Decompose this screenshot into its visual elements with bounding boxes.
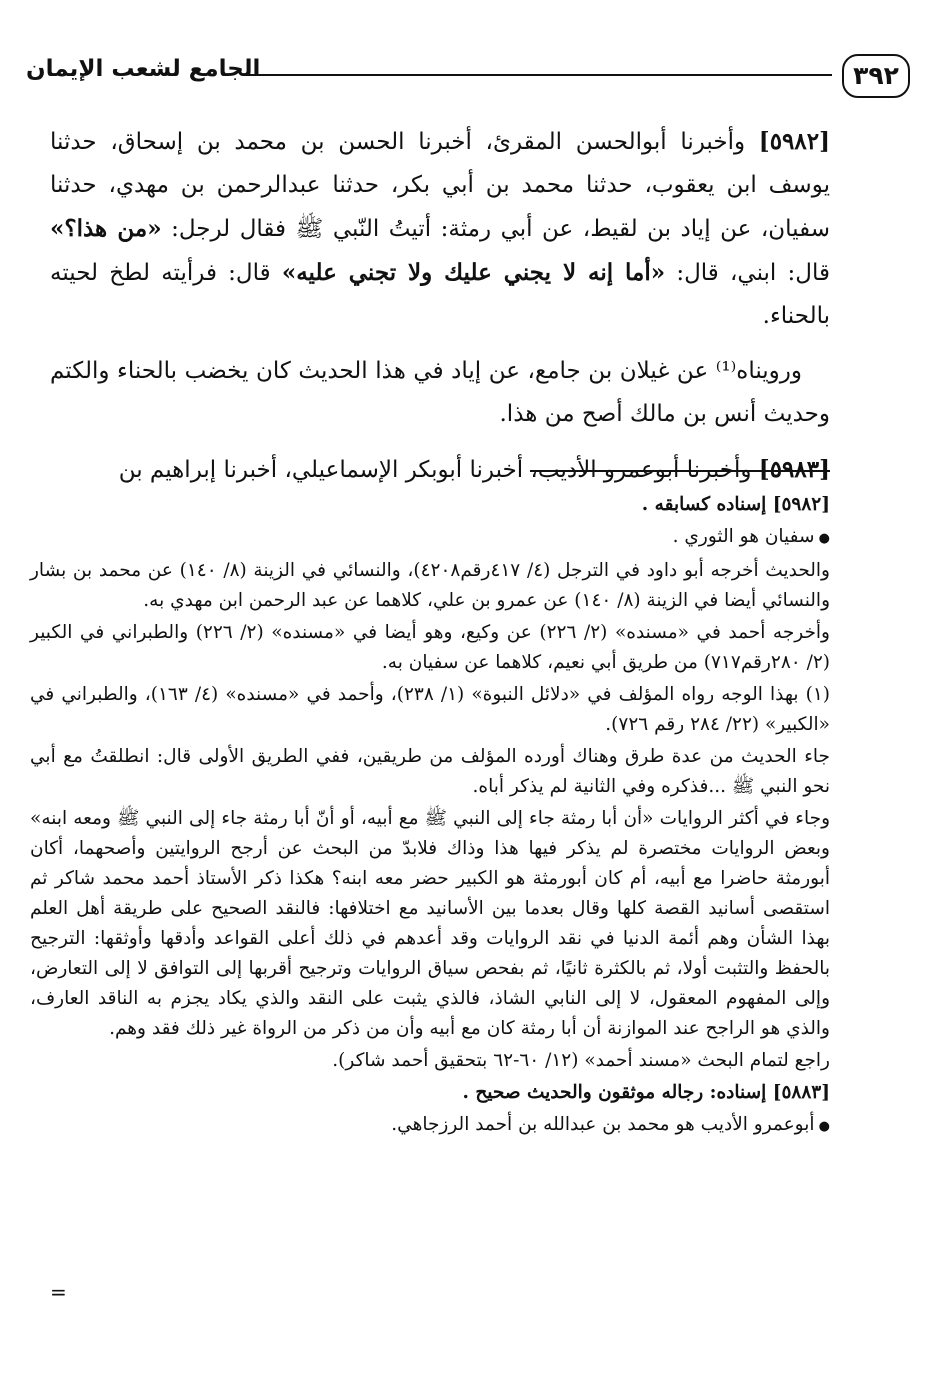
hadith-text: قال: فرأيته لطخ لحيته بالحناء. (50, 260, 830, 329)
footnote-bullet: ● أبوعمرو الأديب هو محمد بن عبدالله بن أحمد الرزجاهي. (30, 1110, 830, 1142)
footnote-bullet: ● سفيان هو الثوري . (30, 522, 830, 554)
hadith-quote: «من هذا؟» (50, 215, 162, 242)
page-number: ٣٩٢ (842, 54, 910, 98)
hadith-text: وأخبرنا أبوعمرو الأديب، أخبرنا أبوبكر الإسماعيلي، أخبرنا إبراهيم بن (118, 457, 759, 483)
continuation-mark: = (50, 1280, 67, 1304)
narration-note: ورويناه⁽¹⁾ عن غيلان بن جامع، عن إياد في هذا الحديث كان يخضب بالحناء والكتم وحديث أنس بن مالك أصح من هذا. (50, 358, 830, 427)
hadith-text: وأخبرنا أبوالحسن المقرئ، أخبرنا الحسن بن محمد بن إسحاق، حدثنا يوسف ابن يعقوب، حدثنا محمد بن أبي بكر، حدثنا عبدالرحمن بن مهدي، حدثنا سفيان، عن إياد بن لقيط، عن أبي رمثة: أتيتُ النّبي ﷺ فقال لرجل: (50, 129, 831, 242)
hadith-number: [٥٩٨٢] (758, 128, 830, 155)
footnote-text: والحديث أخرجه أبو داود في الترجل (٤/ ٤١٧رقم٤٢٠٨)، والنسائي في الزينة (٨/ ١٤٠) عن محمد بن بشار والنسائي أيضا في الزينة (٨/ ١٤٠) عن عمرو بن علي، كلاهما عن عبد الرحمن ابن مهدي به. (30, 560, 830, 611)
page-header (26, 52, 899, 102)
footnote-divider (530, 470, 830, 472)
footnote-text: وأخرجه أحمد في «مسنده» (٢/ ٢٢٦) عن وكيع، وهو أيضا في «مسنده» (٢/ ٢٢٦) والطبراني في الكبير (٢/ ٢٨٠رقم٧١٧) من طريق أبي نعيم، كلاهما عن سفيان به. (30, 622, 830, 673)
footnote-heading: [٥٩٨٢] إسناده كسابقه . (641, 494, 830, 515)
footnote-text: (١) بهذا الوجه رواه المؤلف في «دلائل النبوة» (١/ ٢٣٨)، وأحمد في «مسنده» (٤/ ١٦٣)، والطبراني في «الكبير» (٢٢/ ٢٨٤ رقم ٧٢٦). (30, 684, 830, 735)
footnote-heading: [٥٨٨٣] إسناده: رجاله موثقون والحديث صحيح . (462, 1082, 830, 1103)
hadith-quote: «أما إنه لا يجني عليك ولا تجني عليه» (281, 259, 666, 286)
footnotes (30, 490, 830, 1144)
footnote-text: وجاء في أكثر الروايات «أن أبا رمثة جاء إلى النبي ﷺ مع أبيه، أو أنّ أبا رمثة جاء إلى النبي ﷺ ومعه ابنه» وبعض الروايات مختصرة لم يذكر فيها هذا وذاك فلابدّ من البحث عن أرجح الروايتين وأصحهما، أكان أبورمثة حاضرا مع أبيه، أم كان أبورمثة هو الكبير حضر معه ابنه؟ هكذا ذكر الأستاذ أحمد محمد شاكر ثم استقصى أسانيد القصة كلها وقال بعدما بين الأسانيد مع اختلافها: فالنقد الصحيح على طريقة أهل العلم بهذا الشأن وهم أئمة الدنيا في نقد الروايات وقد أعدهم في ذلك أعلى القواعد وأدقها وأوثقها: الترجيح بالحفظ والتثبت أولا، ثم بالكثرة ثانيًا، ثم بفحص سياق الروايات وترجيح أقربها إلى التوافق لا إلى التعارض، وإلى المفهوم المعقول، لا إلى النابي الشاذ، فالذي يثبت على النقد والذي يكاد يجزم به الناقد العارف، والذي هو الراجح عند الموازنة أن أبا رمثة كان مع أبيه وأن من ذكر من الرواة غير ذلك فقد وهم. (30, 808, 830, 1039)
header-rule (248, 74, 832, 76)
hadith-5982 (50, 120, 830, 338)
hadith-number: [٥٩٨٣] (758, 456, 830, 483)
book-title: الجامع لشعب الإيمان (26, 56, 261, 82)
footnote-text: جاء الحديث من عدة طرق وهناك أورده المؤلف من طريقين، ففي الطريق الأولى قال: انطلقتُ مع أبي نحو النبي ﷺ ...فذكره وفي الثانية لم يذكر أباه. (30, 746, 830, 797)
main-text (50, 120, 830, 504)
hadith-text: قال: ابني، قال: (665, 260, 830, 286)
footnote-text: راجع لتمام البحث «مسند أحمد» (١٢/ ٦٠-٦٢ بتحقيق أحمد شاكر). (332, 1050, 830, 1071)
